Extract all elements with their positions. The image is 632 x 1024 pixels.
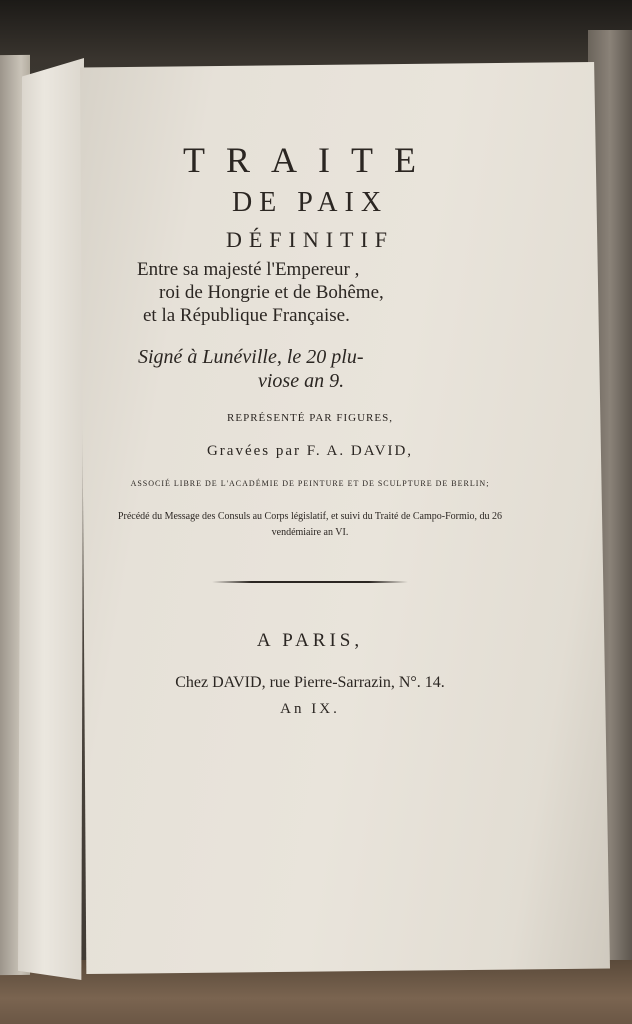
- contents-note: Précédé du Message des Consuls au Corps législatif, et suivi du Traité de Campo-Formio, du 26 vendémiaire an VI.: [117, 511, 503, 538]
- signing-line-2: viose an 9.: [258, 370, 345, 392]
- imprint-year: An IX.: [280, 701, 340, 717]
- ornamental-rule: [212, 581, 408, 583]
- title-page-text: [100, 130, 520, 719]
- parties-line-3: et la République Française.: [143, 305, 350, 326]
- imprint-city: A PARIS,: [256, 630, 364, 651]
- flyleaf-page: [18, 58, 84, 980]
- signing-statement: [138, 345, 520, 393]
- title-line-de-paix: DE PAIX: [231, 187, 389, 218]
- engraver-credit: Gravées par F. A. DAVID,: [206, 443, 414, 459]
- title-line-definitif: DÉFINITIF: [225, 227, 395, 252]
- title-line-traite: TRAITE: [183, 140, 437, 180]
- parties-statement: [137, 258, 520, 327]
- parties-line-1: Entre sa majesté l'Empereur ,: [137, 259, 360, 280]
- imprint-publisher: Chez DAVID, rue Pierre-Sarrazin, N°. 14.: [175, 674, 445, 691]
- represented-by-figures: REPRÉSENTÉ PAR FIGURES,: [227, 412, 393, 424]
- signing-line-1: Signé à Lunéville, le 20 plu-: [138, 346, 364, 368]
- academy-affiliation: ASSOCIÉ LIBRE DE L'ACADÉMIE DE PEINTURE ET DE SCULPTURE DE BERLIN;: [130, 479, 490, 488]
- parties-line-2: roi de Hongrie et de Bohême,: [159, 282, 384, 303]
